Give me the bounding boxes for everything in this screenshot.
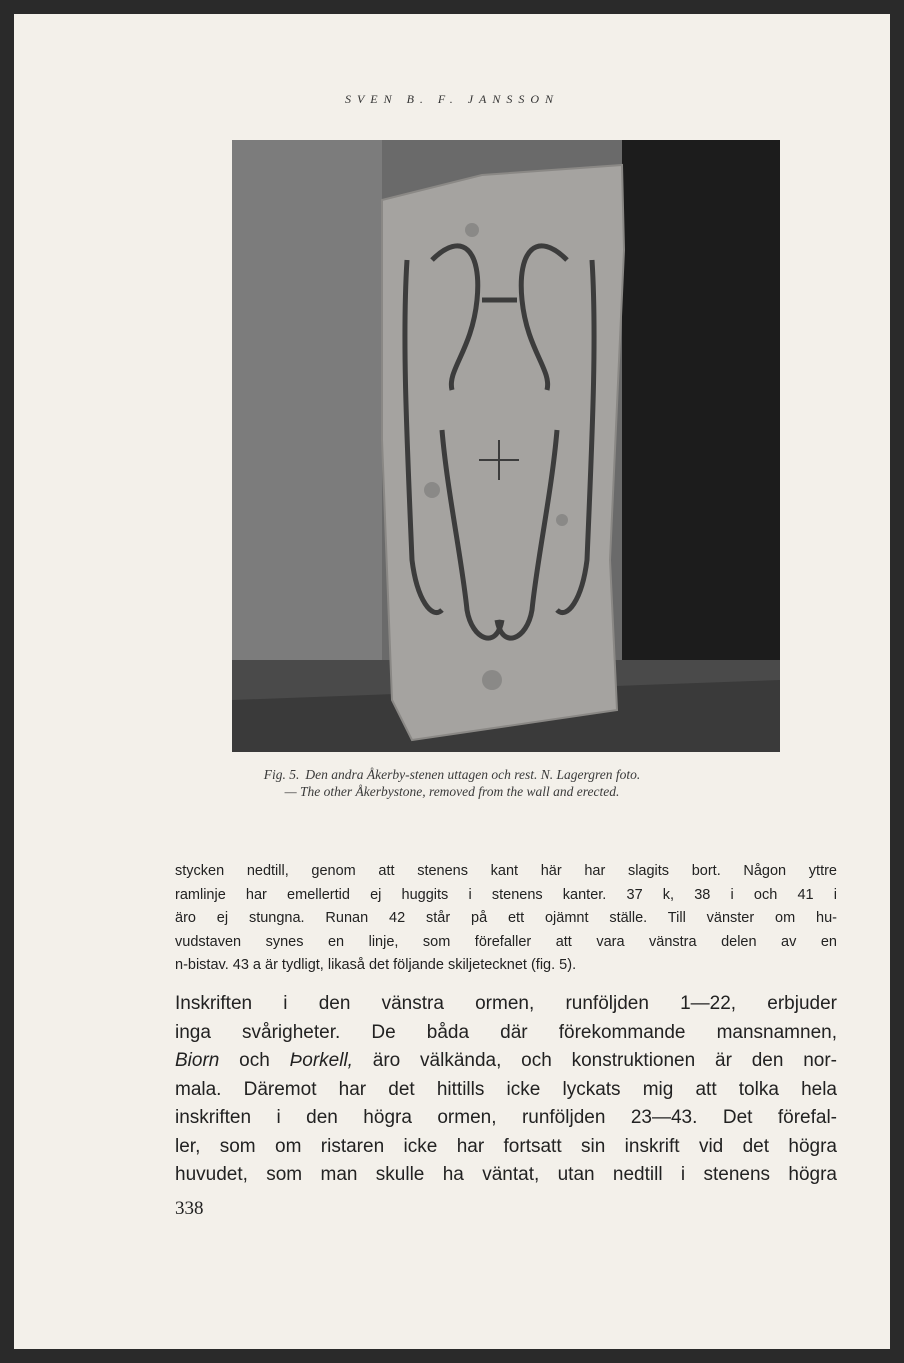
- line-rest: äro välkända, och konstruktionen är den nor-: [352, 1050, 837, 1071]
- page-number: 338: [175, 1198, 204, 1219]
- small-line: n-bistav. 43 a är tydligt, likaså det följande skiljetecknet (fig. 5).: [175, 957, 577, 973]
- main-line: Inskriften i den vänstra ormen, runföljden 1—22, erbjuder: [175, 993, 837, 1014]
- main-line: huvudet, som man skulle ha väntat, utan nedtill i stenens högra: [175, 1164, 837, 1185]
- personal-name: Biorn: [175, 1050, 220, 1071]
- personal-name: Þorkell,: [289, 1050, 353, 1071]
- main-line: inskriften i den högra ormen, runföljden 23—43. Det förefal-: [175, 1107, 837, 1128]
- small-line: vudstaven synes en linje, som förefaller att vara vänstra delen av en: [175, 933, 837, 950]
- caption-english: — The other Åkerbystone, removed from the wall and erected.: [284, 784, 620, 799]
- caption-swedish-text: Den andra Åkerby-stenen uttagen och rest. N. Lagergren foto.: [305, 767, 641, 782]
- figure-number: Fig. 5.: [263, 767, 300, 782]
- small-line: ramlinje har emellertid ej huggits i stenens kanter. 37 k, 38 i och 41 i: [175, 886, 837, 903]
- main-line: mala. Däremot har det hittills icke lyckats mig att tolka hela: [175, 1078, 837, 1100]
- runestone-image: [232, 140, 780, 752]
- running-head: SVEN B. F. JANSSON: [344, 92, 560, 106]
- runestone-photograph: [232, 140, 780, 752]
- book-page: [14, 14, 890, 1349]
- figure-caption: [14, 766, 890, 800]
- main-line: ler, som om ristaren icke har fortsatt sin inskrift vid det högra: [175, 1135, 837, 1157]
- small-line: äro ej stungna. Runan 42 står på ett ojämnt ställe. Till vänster om hu-: [175, 910, 837, 926]
- main-line: [175, 1047, 837, 1076]
- main-line: inga svårigheter. De båda där förekommande mansnamnen,: [175, 1021, 837, 1043]
- main-paragraph: [175, 990, 837, 1190]
- conjunction: och: [219, 1050, 290, 1071]
- small-line: stycken nedtill, genom att stenens kant här har slagits bort. Någon yttre: [175, 863, 837, 879]
- caption-swedish: [14, 766, 890, 783]
- small-print-paragraph: [175, 860, 837, 978]
